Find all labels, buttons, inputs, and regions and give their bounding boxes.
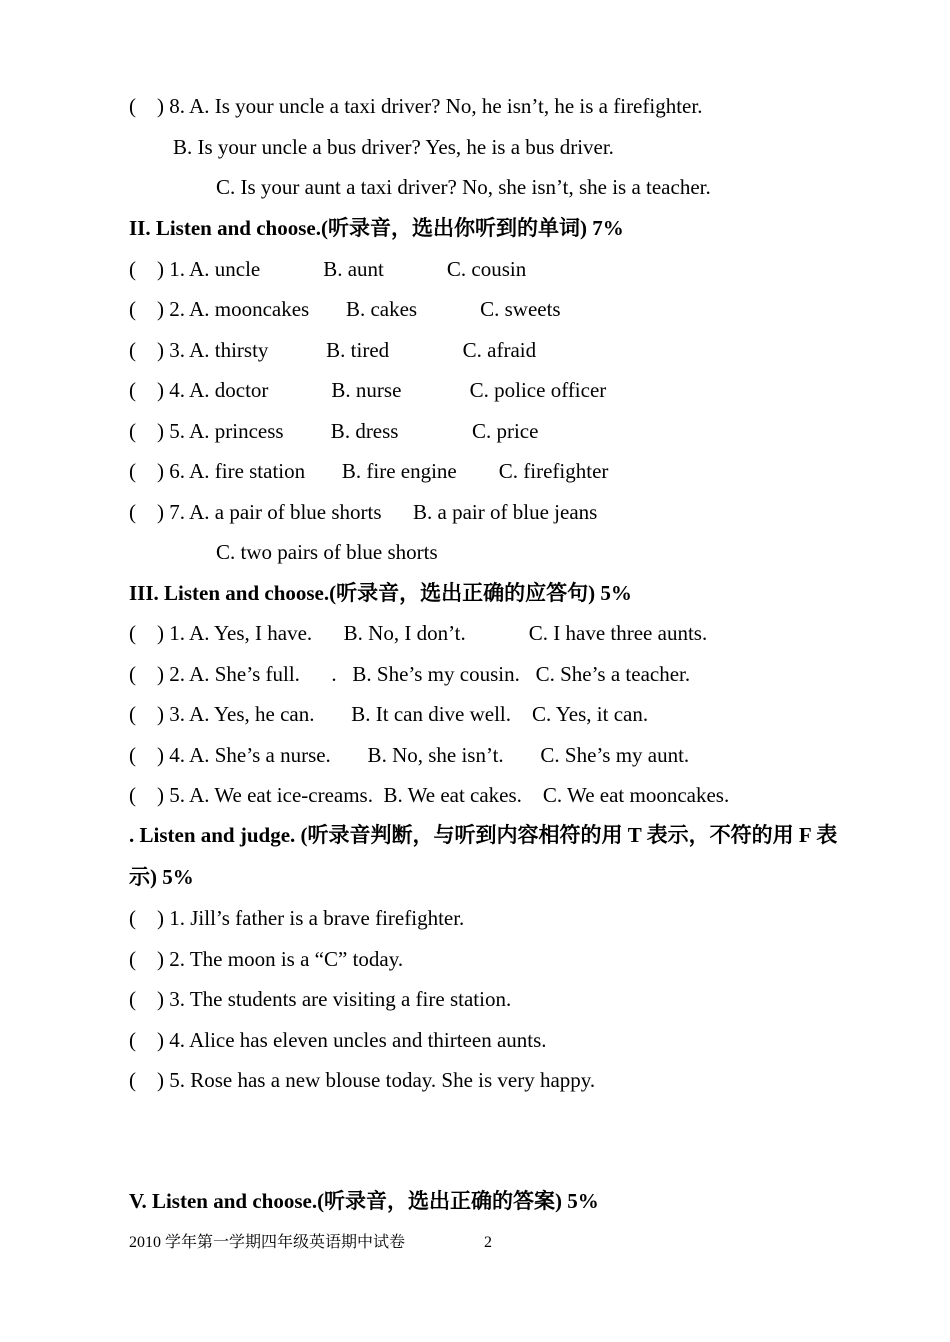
question-line: ( ) 2. A. mooncakes B. cakes C. sweets: [129, 297, 561, 321]
section-heading-iv-cont: 示) 5%: [129, 865, 194, 889]
question-line: ( ) 3. A. thirsty B. tired C. afraid: [129, 338, 537, 362]
question-line: ( ) 5. A. princess B. dress C. price: [129, 419, 539, 443]
question-line: ( ) 3. A. Yes, he can. B. It can dive well. C. Yes, it can.: [129, 702, 649, 726]
page-number: 2: [484, 1234, 492, 1251]
question-line: ( ) 7. A. a pair of blue shorts B. a pair of blue jeans: [129, 500, 598, 524]
question-line: ( ) 1. A. uncle B. aunt C. cousin: [129, 257, 527, 281]
option-line: C. Is your aunt a taxi driver? No, she isn’t, she is a teacher.: [216, 175, 711, 199]
option-line: B. Is your uncle a bus driver? Yes, he is a bus driver.: [173, 135, 614, 159]
question-line: ( ) 4. Alice has eleven uncles and thirteen aunts.: [129, 1028, 547, 1052]
section-heading-ii: II. Listen and choose.(听录音，选出你听到的单词) 7%: [129, 216, 624, 240]
question-line: ( ) 2. The moon is a “C” today.: [129, 947, 404, 971]
question-line: ( ) 5. Rose has a new blouse today. She is very happy.: [129, 1068, 596, 1092]
section-heading-iv: . Listen and judge. (听录音判断，与听到内容相符的用 T 表示，不符的用 F 表: [129, 823, 838, 847]
question-line: ( ) 1. A. Yes, I have. B. No, I don’t. C. I have three aunts.: [129, 621, 708, 645]
question-line: ( ) 4. A. She’s a nurse. B. No, she isn’t. C. She’s my aunt.: [129, 743, 690, 767]
question-line: ( ) 3. The students are visiting a fire station.: [129, 987, 512, 1011]
question-line: ( ) 6. A. fire station B. fire engine C. firefighter: [129, 459, 609, 483]
option-line: C. two pairs of blue shorts: [216, 540, 438, 564]
question-8-line: ( ) 8. A. Is your uncle a taxi driver? No, he isn’t, he is a firefighter.: [129, 94, 703, 118]
question-line: ( ) 2. A. She’s full. . B. She’s my cousin. C. She’s a teacher.: [129, 662, 691, 686]
section-heading-iii: III. Listen and choose.(听录音，选出正确的应答句) 5%: [129, 581, 632, 605]
question-line: ( ) 1. Jill’s father is a brave firefighter.: [129, 906, 465, 930]
section-heading-v: V. Listen and choose.(听录音，选出正确的答案) 5%: [129, 1189, 599, 1213]
question-line: ( ) 4. A. doctor B. nurse C. police officer: [129, 378, 607, 402]
footer-title: 2010 学年第一学期四年级英语期中试卷: [129, 1234, 406, 1251]
question-line: ( ) 5. A. We eat ice-creams. B. We eat cakes. C. We eat mooncakes.: [129, 783, 730, 807]
